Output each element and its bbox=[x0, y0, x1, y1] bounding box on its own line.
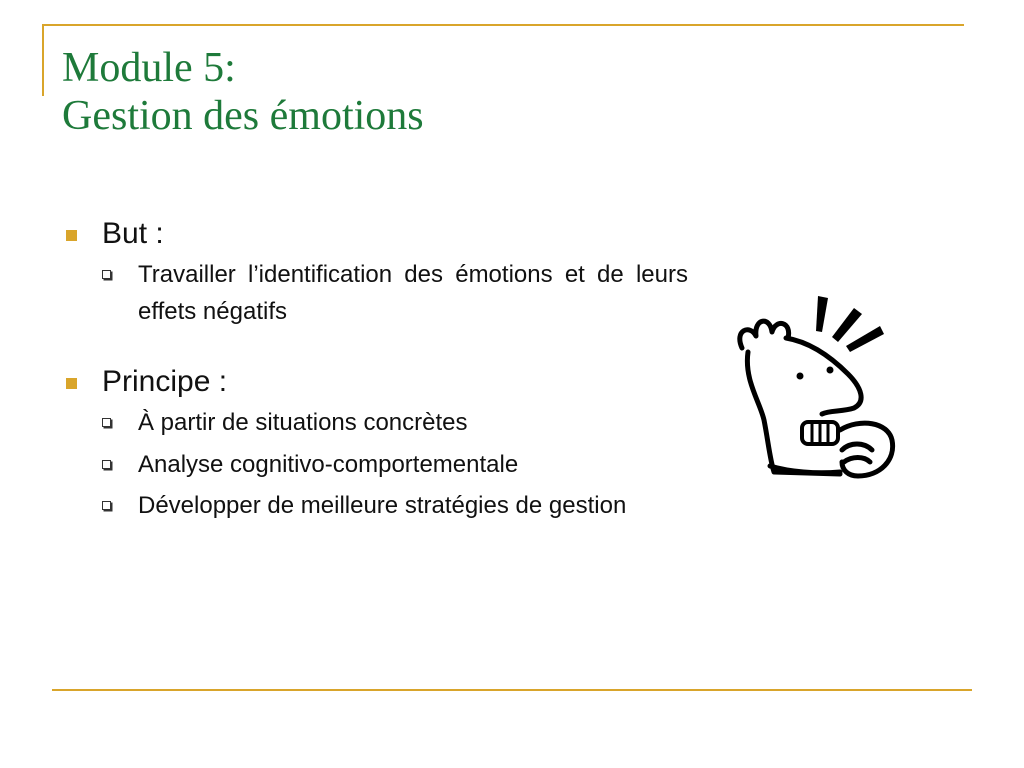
list-item-text: Développer de meilleure stratégies de gestion bbox=[138, 491, 627, 519]
square-bullet-icon bbox=[66, 230, 77, 241]
nervous-face-illustration bbox=[730, 290, 900, 490]
list-item-text: Travailler l’identification des émotions et de leurs effets négatifs bbox=[138, 261, 688, 326]
slide-title bbox=[62, 44, 424, 141]
checkbox-bullet-icon bbox=[102, 270, 111, 279]
list-item-text: À partir de situations concrètes bbox=[138, 409, 468, 437]
title-line-2: Gestion des émotions bbox=[62, 93, 424, 140]
section-heading: Principe : bbox=[102, 365, 228, 399]
list-item bbox=[62, 256, 688, 330]
square-bullet-icon bbox=[66, 378, 77, 389]
list-item-text: Analyse cognitivo-comportementale bbox=[138, 450, 519, 478]
section-but-heading bbox=[62, 216, 688, 252]
list-item bbox=[62, 404, 688, 441]
checkbox-bullet-icon bbox=[102, 418, 111, 427]
section-principe-heading bbox=[62, 364, 688, 400]
list-item bbox=[62, 446, 688, 483]
left-rule bbox=[42, 24, 44, 96]
nervous-face-icon bbox=[730, 290, 900, 490]
section-heading: But : bbox=[102, 217, 164, 250]
list-item bbox=[62, 487, 688, 524]
checkbox-bullet-icon bbox=[102, 501, 111, 510]
bottom-rule bbox=[52, 689, 972, 691]
checkbox-bullet-icon bbox=[102, 460, 111, 469]
title-line-1: Module 5: bbox=[62, 45, 236, 91]
slide-body bbox=[62, 216, 688, 524]
top-rule bbox=[42, 24, 964, 26]
